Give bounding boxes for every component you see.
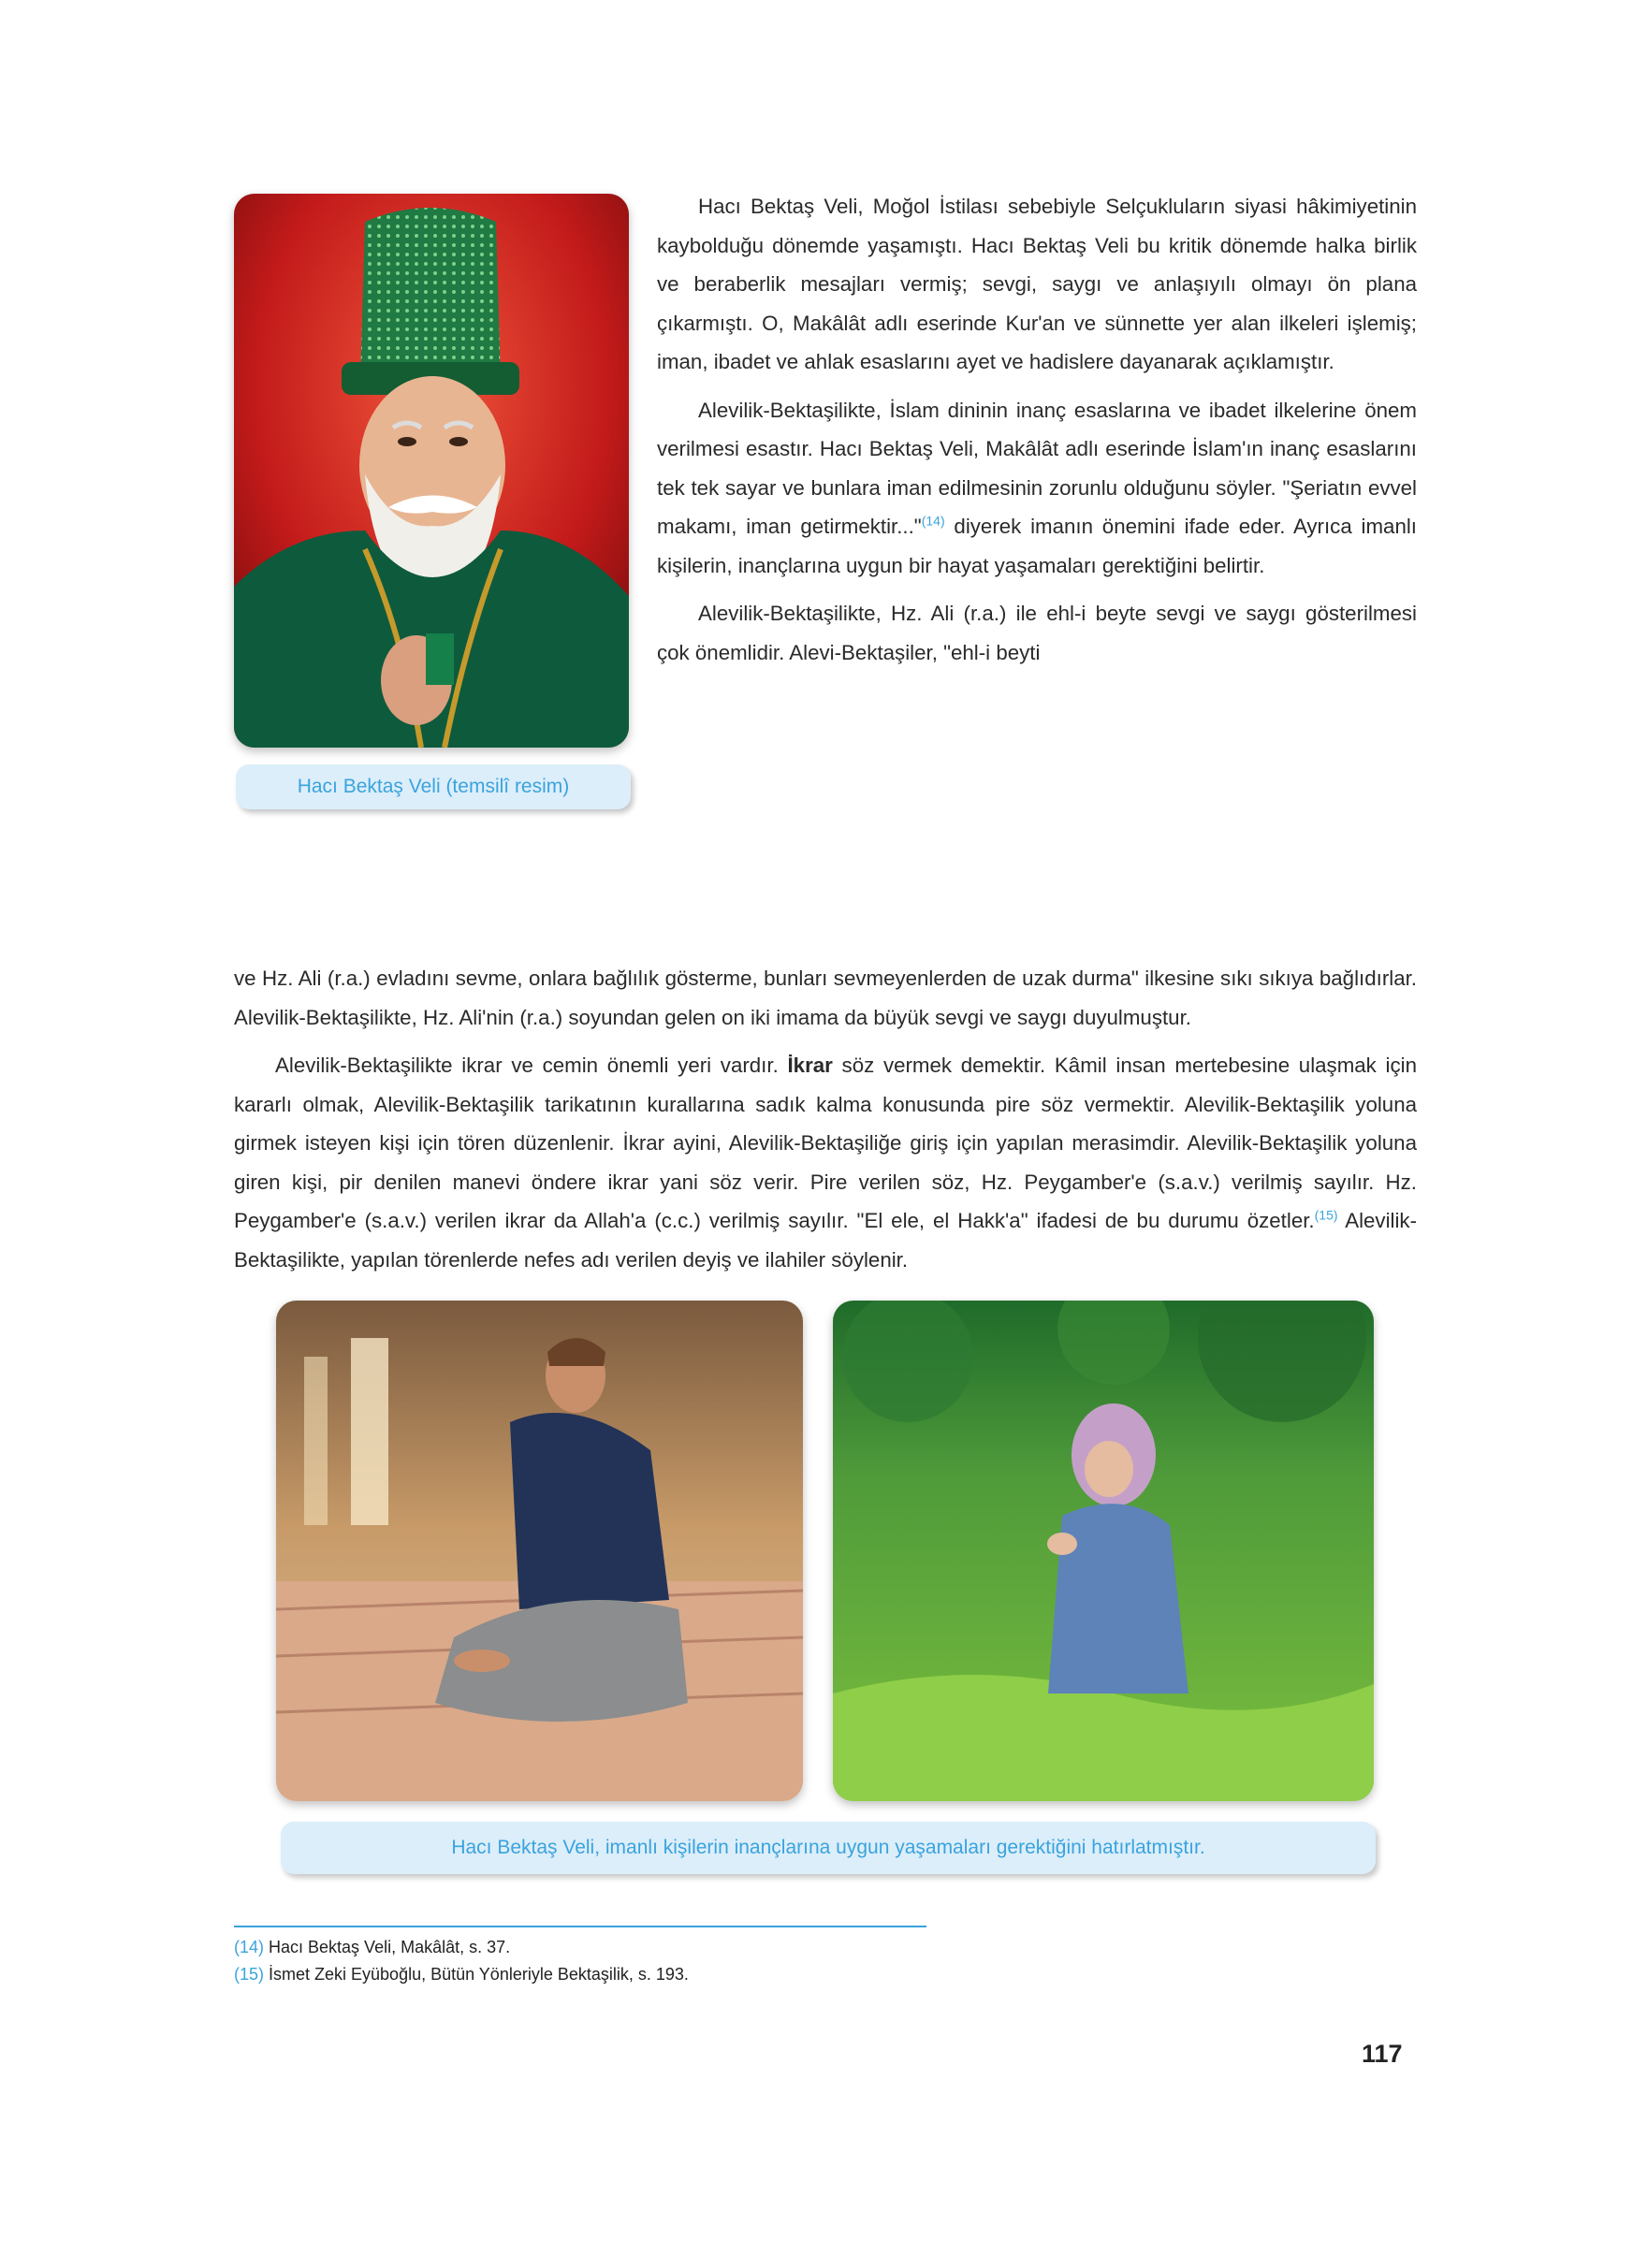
footnote-14: (14) Hacı Bektaş Veli, Makâlât, s. 37. <box>234 1938 511 1956</box>
footnote-ref-15: (15) <box>1314 1207 1338 1223</box>
paragraph-3-continued: ve Hz. Ali (r.a.) evladını sevme, onlara bağlılık gösterme, bunları sevmeyenlerden de uzak durma" ilkesine sıkı sıkıya bağlıdırlar. Alevilik-Bektaşilikte, Hz. Ali'nin (r.a.) soyundan gelen on iki imama da büyük sevgi ve saygı duyulmuştur. <box>234 967 1417 1029</box>
footnote-15: (15) İsmet Zeki Eyüboğlu, Bütün Yönleriyle Bektaşilik, s. 193. <box>234 1965 689 1984</box>
footnote-ref-14: (14) <box>921 513 945 529</box>
paragraph-4: Alevilik-Bektaşilikte ikrar ve cemin önemli yeri vardır. İkrar söz vermek demektir. Kâmil insan mertebesine ulaşmak için kararlı olmak, Alevilik-Bektaşilik tarikatının kurallarına sadık kalma konusunda pire söz vermektir. Alevilik-Bektaşilik yoluna girmek isteyen kişi için tören düzenlenir. İkrar ayini, Alevilik-Bektaşiliğe giriş için yapılan merasimdir. Alevilik-Bektaşilik yoluna giren kişi, pir denilen manevi öndere ikrar yani söz verir. Pire verilen söz, Hz. Peygamber'e (s.a.v.) verilmiş sayılır. Hz. Peygamber'e (s.a.v.) verilen ikrar da Allah'a (c.c.) verilmiş sayılır. "El ele, el Hakk'a" ifadesi de bu durumu özetler.$^{(15)}$ Alevilik-Bektaşilikte, yapılan törenlerde nefes adı verilen deyiş ve ilahiler söylenir. <box>234 1054 1417 1272</box>
ikrar-term: İkrar <box>787 1054 833 1077</box>
paragraph-2: Alevilik-Bektaşilikte, İslam dininin inanç esaslarına ve ibadet ilkelerine önem verilmesi esastır. Hacı Bektaş Veli, Makâlât adlı eserinde İslam'ın inanç esaslarını tek tek sayar ve bunlara iman edilmesinin zorunlu olduğunu söyler. "Şeriatın evvel makamı, iman getirmektir..."$^{(14)}$ diyerek imanın önemini ifade eder. Ayrıca imanlı kişilerin, inançlarına uygun bir hayat yaşamaları gerektiğini belirtir. <box>657 398 1417 577</box>
grass-prayer-photo <box>833 1301 1374 1801</box>
page-number: 117 <box>1362 2040 1403 2068</box>
portrait-image <box>234 194 629 748</box>
intro-column <box>657 187 1417 672</box>
main-text <box>234 959 1417 1279</box>
photos-caption: Hacı Bektaş Veli, imanlı kişilerin inançlarına uygun yaşamaları gerektiğini hatırlatmıştır. <box>281 1822 1376 1874</box>
portrait-caption: Hacı Bektaş Veli (temsilî resim) <box>236 764 631 809</box>
paragraph-1: Hacı Bektaş Veli, Moğol İstilası sebebiyle Selçukluların siyasi hâkimiyetinin kaybolduğu dönemde yaşamıştı. Hacı Bektaş Veli bu kritik dönemde halka birlik ve beraberlik mesajları vermiş; sevgi, saygı ve anlaşıyılı olmayı ön plana çıkarmıştı. O, Makâlât adlı eserinde Kur'an ve sünnette yer alan ilkeleri işlemiş; iman, ibadet ve ahlak esaslarını ayet ve hadislere dayanarak açıklamıştır. <box>657 195 1417 373</box>
paragraph-3-start: Alevilik-Bektaşilikte, Hz. Ali (r.a.) ile ehl-i beyte sevgi ve saygı gösterilmesi çok önemlidir. Alevi-Bektaşiler, "ehl-i beyti <box>657 602 1417 664</box>
footnote-divider <box>234 1926 926 1927</box>
mosque-prayer-photo <box>276 1301 803 1801</box>
footnotes <box>234 1934 689 1988</box>
